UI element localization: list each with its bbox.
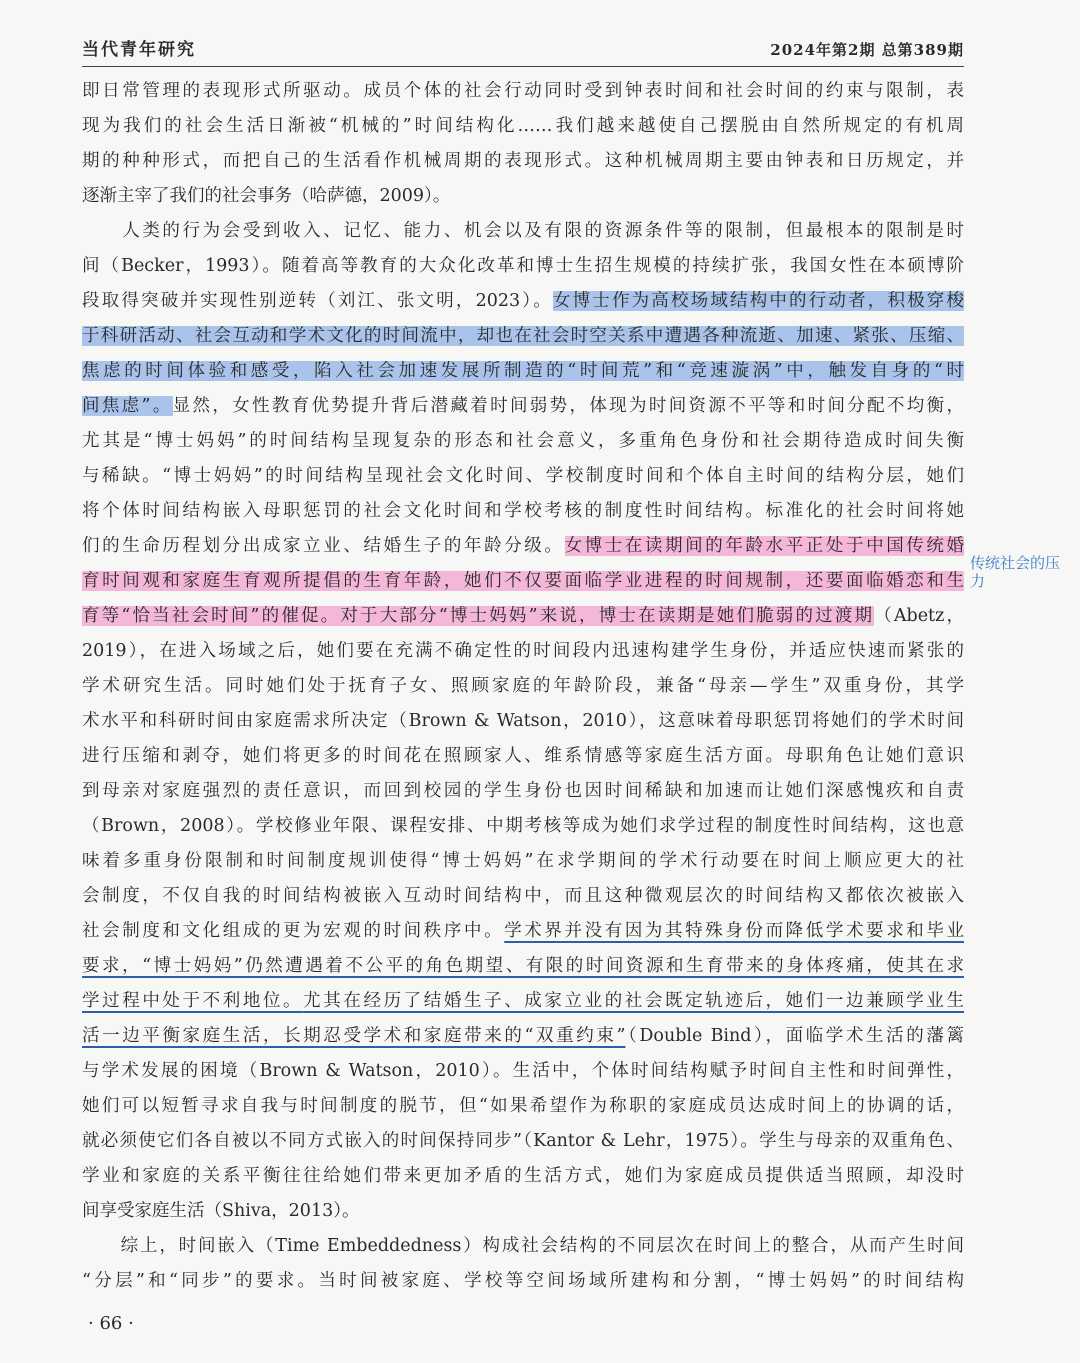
body-text: 综上，时间嵌入（Time Embeddedness）构成社会结构的不同层次在时间上的整合，从而产生时间 (82, 1236, 964, 1256)
pink-highlight-text: 育时间观和家庭生育观所提倡的生育年龄，她们不仅要面临学业进程的时间规制，还要面临婚恋和生 (82, 571, 964, 591)
text-line (82, 634, 964, 669)
body-text: 到母亲对家庭强烈的责任意识，而回到校园的学生身份也因时间稀缺和加速而让她们深感愧疚和自责 (82, 781, 964, 801)
text-line (82, 389, 964, 424)
page-number: · 66 · (88, 1313, 134, 1334)
text-line (82, 1194, 964, 1229)
text-line (82, 284, 964, 319)
body-text: 她们可以短暂寻求自我与时间制度的脱节，但“如果希望作为称职的家庭成员达成时间上的协调的话， (82, 1096, 964, 1116)
body-text: 段取得突破并实现性别逆转（刘江、张文明，2023）。 (82, 291, 553, 311)
body-text: 会制度，不仅自我的时间结构被嵌入互动时间结构中，而且这种微观层次的时间结构又都依次被嵌入 (82, 886, 964, 906)
body-text: （Double Bind），面临学术生活的藩篱 (625, 1026, 964, 1046)
pink-highlight-text: 女博士在读期间的年龄水平正处于中国传统婚 (564, 536, 964, 556)
text-line (82, 1229, 964, 1264)
text-line (82, 1159, 964, 1194)
text-line (82, 774, 964, 809)
body-text: 逐渐主宰了我们的社会事务（哈萨德，2009）。 (82, 186, 451, 206)
text-line (82, 669, 964, 704)
text-line (82, 529, 964, 564)
body-text: 期的种种形式，而把自己的生活看作机械周期的表现形式。这种机械周期主要由钟表和日历规定，并 (82, 151, 964, 171)
text-line (82, 1124, 964, 1159)
body-text: 现为我们的社会生活日渐被“机械的”时间结构化……我们越来越使自己摆脱由自然所规定的有机周 (82, 116, 964, 136)
underlined-text: 学过程中处于不利地位。 (82, 991, 304, 1011)
body-text: 味着多重身份限制和时间制度规训使得“博士妈妈”在求学期间的学术行动要在时间上顺应更大的社 (82, 851, 964, 871)
blue-highlight-text: 焦虑的时间体验和感受，陷入社会加速发展所制造的“时间荒”和“竞速漩涡”中，触发自身的“时 (82, 361, 964, 381)
body-text: 尤其是“博士妈妈”的时间结构呈现复杂的形态和社会意义，多重角色身份和社会期待造成时间失衡 (82, 431, 964, 451)
body-text: 学术研究生活。同时她们处于抚育子女、照顾家庭的年龄阶段，兼备“母亲—学生”双重身份，其学 (82, 676, 964, 696)
text-line (82, 1089, 964, 1124)
text-line (82, 319, 964, 354)
body-text: 间享受家庭生活（Shiva，2013）。 (82, 1201, 360, 1221)
body-text: 们的生命历程划分出成家立业、结婚生子的年龄分级。 (82, 536, 565, 556)
blue-highlight-text: 间焦虑”。 (82, 396, 173, 416)
underlined-text: 学术界并没有因为其特殊身份而降低学术要求和毕业 (504, 921, 964, 941)
text-line (82, 844, 964, 879)
text-line (82, 494, 964, 529)
body-text: 社会制度和文化组成的更为宏观的时间秩序中。 (82, 921, 505, 941)
text-line (82, 214, 964, 249)
body-text: （Abetz， (874, 606, 964, 626)
body-text: 间（Becker，1993）。随着高等教育的大众化改革和博士生招生规模的持续扩张，我国女性在本硕博阶 (82, 256, 964, 276)
text-line (82, 914, 964, 949)
body-text: “分层”和“同步”的要求。当时间被家庭、学校等空间场域所建构和分割，“博士妈妈”的时间结构 (82, 1271, 964, 1291)
body-text: 就必须使它们各自被以不同方式嵌入的时间保持同步”（Kantor & Lehr，1975）。学生与母亲的双重角色、 (82, 1131, 964, 1151)
margin-annotation: 传统社会的压力 (970, 554, 1061, 590)
issue-info: 2024年第2期 总第389期 (770, 41, 964, 59)
blue-highlight-text: 于科研活动、社会互动和学术文化的时间流中，却也在社会时空关系中遭遇各种流逝、加速、紧张、压缩、 (82, 326, 964, 346)
body-text: 显然，女性教育优势提升背后潜藏着时间弱势，体现为时间资源不平等和时间分配不均衡， (172, 396, 964, 416)
text-line (82, 564, 964, 599)
text-line (82, 109, 964, 144)
header-rule (82, 66, 964, 67)
pink-highlight-text: 育等“恰当社会时间”的催促。对于大部分“博士妈妈”来说，博士在读期是她们脆弱的过渡期 (82, 606, 875, 626)
running-header (82, 32, 964, 60)
blue-highlight-text: 女博士作为高校场域结构中的行动者，积极穿梭 (552, 291, 964, 311)
underlined-text: 活一边平衡家庭生活，长期忍受学术和家庭带来的“双重约束” (82, 1026, 626, 1046)
body-text: 2019），在进入场域之后，她们要在充满不确定性的时间段内迅速构建学生身份，并适应快速而紧张的 (82, 641, 964, 661)
text-line (82, 1019, 964, 1054)
text-line (82, 599, 964, 634)
body-text: 与稀缺。“博士妈妈”的时间结构呈现社会文化时间、学校制度时间和个体自主时间的结构分层，她们 (82, 466, 964, 486)
text-line (82, 1054, 964, 1089)
text-line (82, 879, 964, 914)
body-text: 进行压缩和剥夺，她们将更多的时间花在照顾家人、维系情感等家庭生活方面。母职角色让她们意识 (82, 746, 964, 766)
body-text: 学业和家庭的关系平衡往往给她们带来更加矛盾的生活方式，她们为家庭成员提供适当照顾，却没时 (82, 1166, 964, 1186)
text-line (82, 179, 964, 214)
text-line (82, 424, 964, 459)
body-text: 人类的行为会受到收入、记忆、能力、机会以及有限的资源条件等的限制，但最根本的限制是时 (82, 221, 964, 241)
underlined-text: 要求，“博士妈妈”仍然遭遇着不公平的角色期望、有限的时间资源和生育带来的身体疼痛，使其在求 (82, 956, 964, 976)
article-body (82, 74, 964, 1299)
text-line (82, 459, 964, 494)
body-text: （Brown，2008）。学校修业年限、课程安排、中期考核等成为她们求学过程的制度性时间结构，这也意 (82, 816, 964, 836)
text-line (82, 704, 964, 739)
body-text: 将个体时间结构嵌入母职惩罚的社会文化时间和学校考核的制度性时间结构。标准化的社会时间将她 (82, 501, 964, 521)
text-line (82, 249, 964, 284)
text-line (82, 354, 964, 389)
text-line (82, 739, 964, 774)
underlined-text: 尤其在经历了结婚生子、成家立业的社会既定轨迹后，她们一边兼顾学业生 (303, 991, 964, 1011)
text-line (82, 74, 964, 109)
body-text: 术水平和科研时间由家庭需求所决定（Brown & Watson，2010），这意味着母职惩罚将她们的学术时间 (82, 711, 964, 731)
text-line (82, 809, 964, 844)
text-line (82, 949, 964, 984)
body-text: 与学术发展的困境（Brown & Watson，2010）。生活中，个体时间结构赋予时间自主性和时间弹性， (82, 1061, 964, 1081)
journal-title: 当代青年研究 (82, 40, 196, 60)
text-line (82, 1264, 964, 1299)
body-text: 即日常管理的表现形式所驱动。成员个体的社会行动同时受到钟表时间和社会时间的约束与限制，表 (82, 81, 964, 101)
text-line (82, 984, 964, 1019)
text-line (82, 144, 964, 179)
